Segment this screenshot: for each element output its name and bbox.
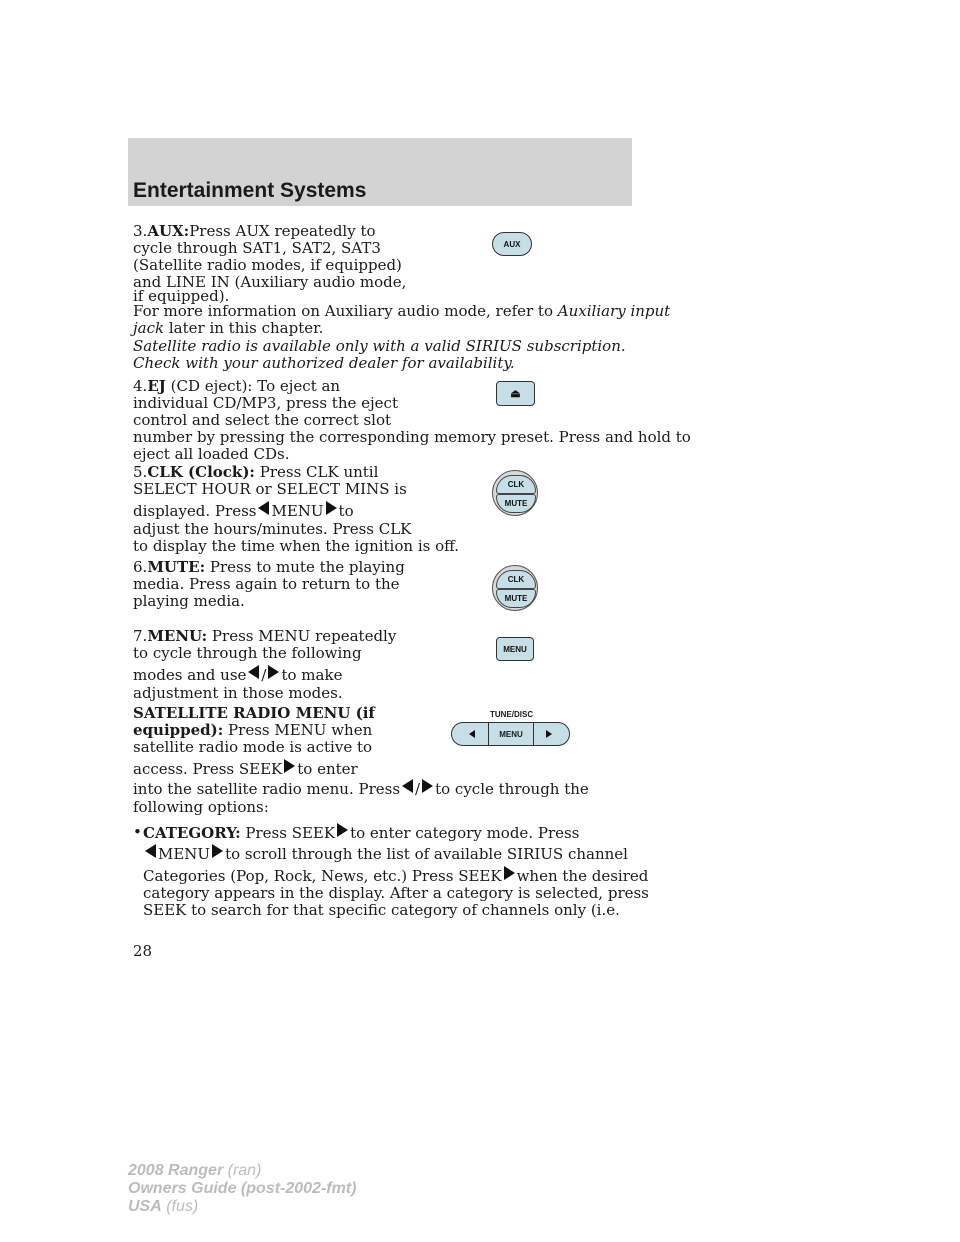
sat-line-5 — [133, 779, 589, 799]
item-text: to enter — [297, 760, 358, 778]
item-text: Press MENU when — [223, 721, 373, 739]
footer-text: USA — [128, 1198, 162, 1215]
arrow-right-icon — [504, 866, 515, 880]
item-text: to cycle through the — [435, 780, 589, 798]
clk-line-5: to display the time when the ignition is off. — [133, 537, 460, 555]
footer-line-2: Owners Guide (post-2002-fmt) — [128, 1180, 357, 1197]
item-text: to make — [281, 666, 343, 684]
document-footer — [128, 1162, 356, 1216]
aux-button-icon: AUX — [492, 232, 532, 256]
menu-line-1 — [133, 628, 396, 646]
sat-line-2 — [133, 722, 372, 740]
aux-line-4: and LINE IN (Auxiliary audio mode, — [133, 273, 407, 291]
item-text: / — [261, 666, 267, 684]
aux-line-2: cycle through SAT1, SAT2, SAT3 — [133, 239, 381, 257]
aux-note-2: Check with your authorized dealer for availability. — [133, 354, 515, 372]
item-text: (CD eject): To eject an — [165, 377, 341, 395]
clk-line-1 — [133, 464, 378, 482]
item-text: MENU — [271, 502, 324, 520]
item-number: 3. — [133, 222, 148, 240]
item-text: into the satellite radio menu. Press — [133, 780, 401, 798]
aux-line-5: if equipped). — [133, 287, 230, 305]
mute-button-label: MUTE — [496, 494, 536, 513]
item-number: 5. — [133, 463, 148, 481]
category-line-1 — [143, 823, 579, 843]
item-text: For more information on Auxiliary audio mode, refer to — [133, 302, 558, 320]
menu-line-2: to cycle through the following — [133, 644, 362, 662]
mute-line-1 — [133, 559, 405, 577]
tune-menu-label: MENU — [488, 723, 534, 745]
tune-disc-control-icon — [451, 722, 570, 746]
item-text: to — [338, 502, 354, 520]
menu-line-3 — [133, 665, 342, 685]
arrow-right-icon — [212, 844, 223, 858]
aux-line-1 — [133, 223, 376, 241]
ej-line-5: eject all loaded CDs. — [133, 445, 290, 463]
item-text: modes and use — [133, 666, 247, 684]
sat-line-4 — [133, 759, 358, 779]
arrow-left-icon — [145, 844, 156, 858]
ej-line-2: individual CD/MP3, press the eject — [133, 394, 398, 412]
clk-mute-button-icon-2 — [492, 565, 538, 611]
sat-line-3: satellite radio mode is active to — [133, 738, 373, 756]
item-text: to enter category mode. Press — [350, 824, 580, 842]
xref-link: jack — [133, 319, 165, 337]
item-text: when the desired — [516, 867, 649, 885]
sat-heading-1: SATELLITE RADIO MENU (if — [133, 704, 375, 722]
item-label: CATEGORY: — [143, 824, 241, 842]
item-text: to scroll through the list of available SIRIUS channel — [225, 845, 628, 863]
ej-line-1 — [133, 378, 340, 396]
item-label: MUTE: — [147, 558, 206, 576]
eject-icon: ⏏ — [496, 381, 535, 406]
item-text: Press SEEK — [240, 824, 336, 842]
page-number: 28 — [133, 942, 153, 960]
arrow-right-icon — [268, 665, 279, 679]
sat-line-6: following options: — [133, 798, 269, 816]
bullet: • — [133, 823, 142, 841]
footer-line-1 — [128, 1162, 356, 1180]
item-label: equipped): — [133, 721, 224, 739]
item-text: Press AUX repeatedly to — [189, 222, 376, 240]
item-number: 7. — [133, 627, 148, 645]
item-text: / — [415, 780, 421, 798]
aux-line-7 — [133, 320, 323, 338]
mute-line-3: playing media. — [133, 592, 245, 610]
mute-button-label: MUTE — [496, 589, 536, 608]
item-label: AUX: — [147, 222, 190, 240]
item-label: EJ — [147, 377, 166, 395]
arrow-right-icon — [337, 823, 348, 837]
item-text: Press CLK until — [254, 463, 379, 481]
item-number: 6. — [133, 558, 148, 576]
item-text: Categories (Pop, Rock, News, etc.) Press SEEK — [143, 867, 502, 885]
xref-link: Auxiliary input — [557, 302, 671, 320]
menu-button-icon: MENU — [496, 637, 534, 661]
category-line-2 — [143, 844, 628, 864]
footer-line-3 — [128, 1198, 356, 1216]
arrow-left-icon — [402, 779, 413, 793]
arrow-right-icon — [284, 759, 295, 773]
mute-line-2: media. Press again to return to the — [133, 575, 400, 593]
clk-button-label: CLK — [496, 475, 536, 494]
aux-line-6 — [133, 303, 670, 321]
footer-text: 2008 Ranger — [128, 1162, 224, 1179]
clk-button-label: CLK — [496, 570, 536, 589]
clk-mute-button-icon — [492, 470, 538, 516]
arrow-right-icon — [546, 730, 552, 738]
ej-line-4: number by pressing the corresponding memory preset. Press and hold to — [133, 428, 691, 446]
footer-text: (fus) — [161, 1198, 199, 1215]
aux-note-1: Satellite radio is available only with a valid SIRIUS subscription. — [133, 337, 626, 355]
item-label: MENU: — [147, 627, 208, 645]
arrow-left-icon — [258, 501, 269, 515]
category-line-3 — [143, 866, 648, 886]
category-line-5: SEEK to search for that specific category of channels only (i.e. — [143, 901, 620, 919]
item-label: CLK (Clock): — [147, 463, 255, 481]
section-title: Entertainment Systems — [133, 179, 367, 202]
clk-line-4: adjust the hours/minutes. Press CLK — [133, 520, 412, 538]
clk-line-3 — [133, 501, 354, 521]
item-text: displayed. Press — [133, 502, 257, 520]
clk-line-2: SELECT HOUR or SELECT MINS is — [133, 480, 407, 498]
item-text: access. Press SEEK — [133, 760, 283, 778]
item-text: Press to mute the playing — [205, 558, 405, 576]
item-text: MENU — [158, 845, 211, 863]
footer-text: (ran) — [223, 1162, 262, 1179]
arrow-right-icon — [422, 779, 433, 793]
arrow-left-icon — [248, 665, 259, 679]
menu-line-4: adjustment in those modes. — [133, 684, 343, 702]
item-number: 4. — [133, 377, 148, 395]
tune-disc-label: TUNE/DISC — [490, 710, 534, 719]
item-text: Press MENU repeatedly — [207, 627, 397, 645]
ej-line-3: control and select the correct slot — [133, 411, 392, 429]
arrow-left-icon — [469, 730, 475, 738]
category-line-4: category appears in the display. After a category is selected, press — [143, 884, 649, 902]
arrow-right-icon — [326, 501, 337, 515]
aux-line-3: (Satellite radio modes, if equipped) — [133, 256, 402, 274]
item-text: later in this chapter. — [164, 319, 324, 337]
